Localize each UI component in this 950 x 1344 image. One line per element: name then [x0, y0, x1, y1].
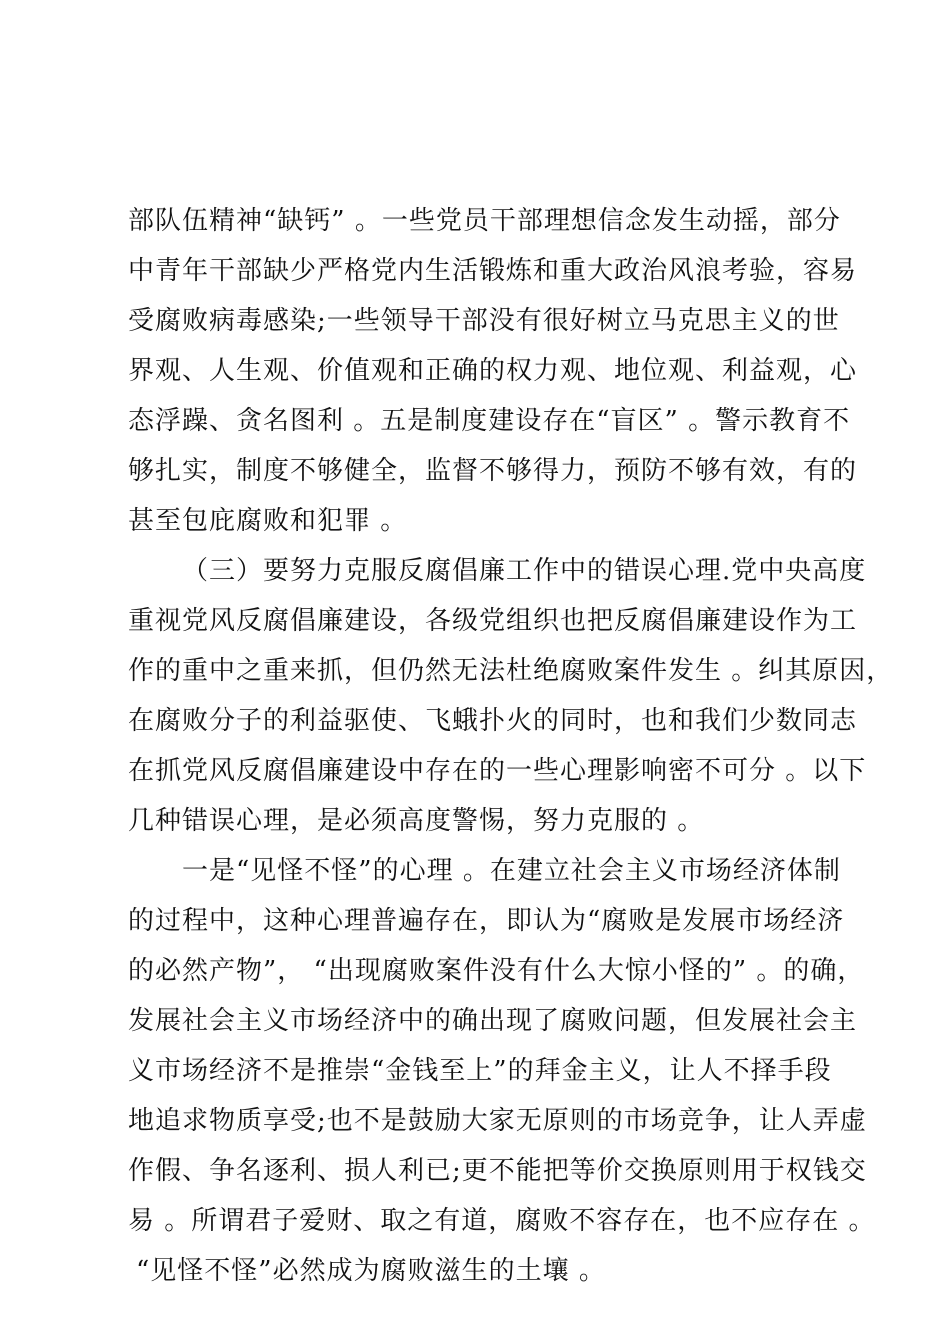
- paragraph-start-line: 一是“见怪不怪”的心理 。在建立社会主义市场经济体制: [182, 856, 841, 886]
- text-line-15: 的过程中，这种心理普遍存在，即认为“腐败是发展市场经济: [128, 906, 845, 936]
- text-line-10: 作的重中之重来抓，但仍然无法杜绝腐败案件发生 。纠其原因，: [128, 656, 894, 686]
- text-line-20: 作假、争名逐利、损人利已;更不能把等价交换原则用于权钱交: [128, 1156, 867, 1186]
- text-line-3: 受腐败病毒感染;一些领导干部没有很好树立马克思主义的世: [128, 306, 840, 336]
- text-line-18: 义市场经济不是推崇“金钱至上”的拜金主义，让人不择手段: [128, 1056, 832, 1086]
- document-body: [128, 196, 894, 1296]
- text-line-22: “见怪不怪”必然成为腐败滋生的土壤 。: [136, 1256, 606, 1286]
- section-heading-line: （三）要努力克服反腐倡廉工作中的错误心理.党中央高度: [182, 556, 867, 586]
- text-line-12: 在抓党风反腐倡廉建设中存在的一些心理影响密不可分 。以下: [128, 756, 867, 786]
- text-line-2: 中青年干部缺少严格党内生活锻炼和重大政治风浪考验，容易: [128, 256, 858, 286]
- text-line-16: 的必然产物”， “出现腐败案件没有什么大惊小怪的” 。的确，: [128, 956, 865, 986]
- text-line-5: 态浮躁、贪名图利 。五是制度建设存在“盲区” 。警示教育不: [128, 406, 851, 436]
- text-line-6: 够扎实，制度不够健全，监督不够得力，预防不够有效，有的: [128, 456, 858, 486]
- text-line-4: 界观、人生观、价值观和正确的权力观、地位观、利益观，心: [128, 356, 858, 386]
- text-line-9: 重视党风反腐倡廉建设，各级党组织也把反腐倡廉建设作为工: [128, 606, 858, 636]
- text-line-19: 地追求物质享受;也不是鼓励大家无原则的市场竞争，让人弄虚: [128, 1106, 867, 1136]
- text-line-7: 甚至包庇腐败和犯罪 。: [128, 506, 408, 536]
- text-line-1: 部队伍精神“缺钙” 。一些党员干部理想信念发生动摇，部分: [128, 206, 841, 236]
- text-line-21: 易 。所谓君子爱财、取之有道，腐败不容存在，也不应存在 。: [128, 1206, 876, 1236]
- text-line-11: 在腐败分子的利益驱使、飞蛾扑火的同时，也和我们少数同志: [128, 706, 858, 736]
- text-line-17: 发展社会主义市场经济中的确出现了腐败问题，但发展社会主: [128, 1006, 858, 1036]
- text-line-13: 几种错误心理，是必须高度警惕，努力克服的 。: [128, 806, 705, 836]
